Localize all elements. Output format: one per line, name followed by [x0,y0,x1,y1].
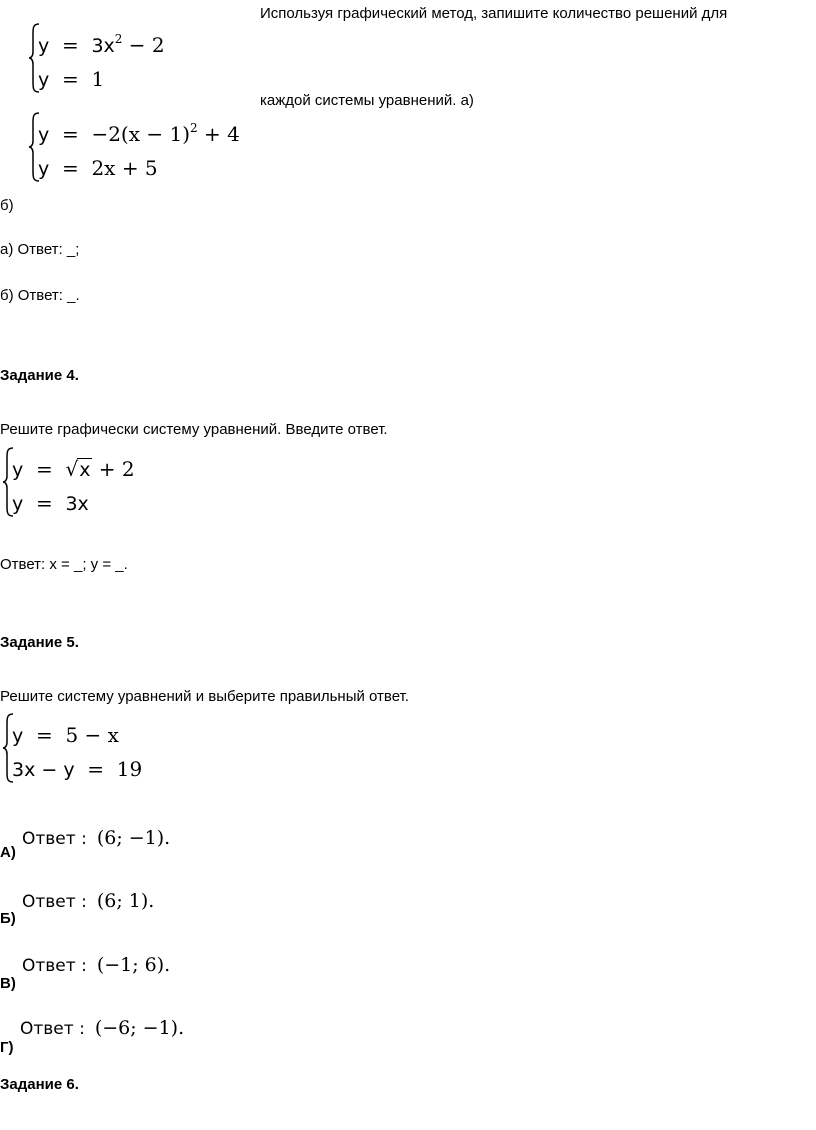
option-c-letter[interactable]: В) [0,975,16,992]
option-b-answer[interactable]: Ответ : (6; 1). [22,890,155,912]
system-task-4 [2,452,202,520]
task-6-title: Задание 6. [0,1076,79,1093]
intro-line-2: каждой системы уравнений. а) [260,92,474,109]
answer-a: а) Ответ: _; [0,241,80,258]
equation-row: y = 2x + 5 [38,156,158,180]
task-4-title: Задание 4. [0,367,79,384]
equation-row: $y = 3x^2 - 2$ [38,32,165,57]
task-5-title: Задание 5. [0,634,79,651]
equation-row: y = 1 [38,67,105,91]
intro-line-1: Используя графический метод, запишите количество решений для [260,5,728,22]
task-5-text: Решите систему уравнений и выберите правильный ответ. [0,688,409,705]
system-b [28,117,268,185]
answer-b: б) Ответ: _. [0,287,80,304]
option-d-letter[interactable]: Г) [0,1039,14,1056]
task-4-answer: Ответ: x = _; y = _. [0,556,128,573]
equation-row: y = 5 − x [12,723,119,747]
equation-row: 3x − y = 19 [12,757,143,781]
task-4-text: Решите графически систему уравнений. Введите ответ. [0,421,388,438]
system-task-5 [2,718,202,786]
equation-row: y = 3x [12,491,89,515]
option-a-answer[interactable]: Ответ : (6; −1). [22,827,171,849]
equation-row: $y = -2(x - 1)^2 + 4$ [38,121,240,146]
label-b: б) [0,197,14,214]
system-a [28,28,248,96]
option-a-letter[interactable]: А) [0,844,16,861]
equation-row: y = √x + 2 [12,457,135,481]
option-d-answer[interactable]: Ответ : (−6; −1). [20,1017,185,1039]
option-b-letter[interactable]: Б) [0,910,16,927]
option-c-answer[interactable]: Ответ : (−1; 6). [22,954,171,976]
